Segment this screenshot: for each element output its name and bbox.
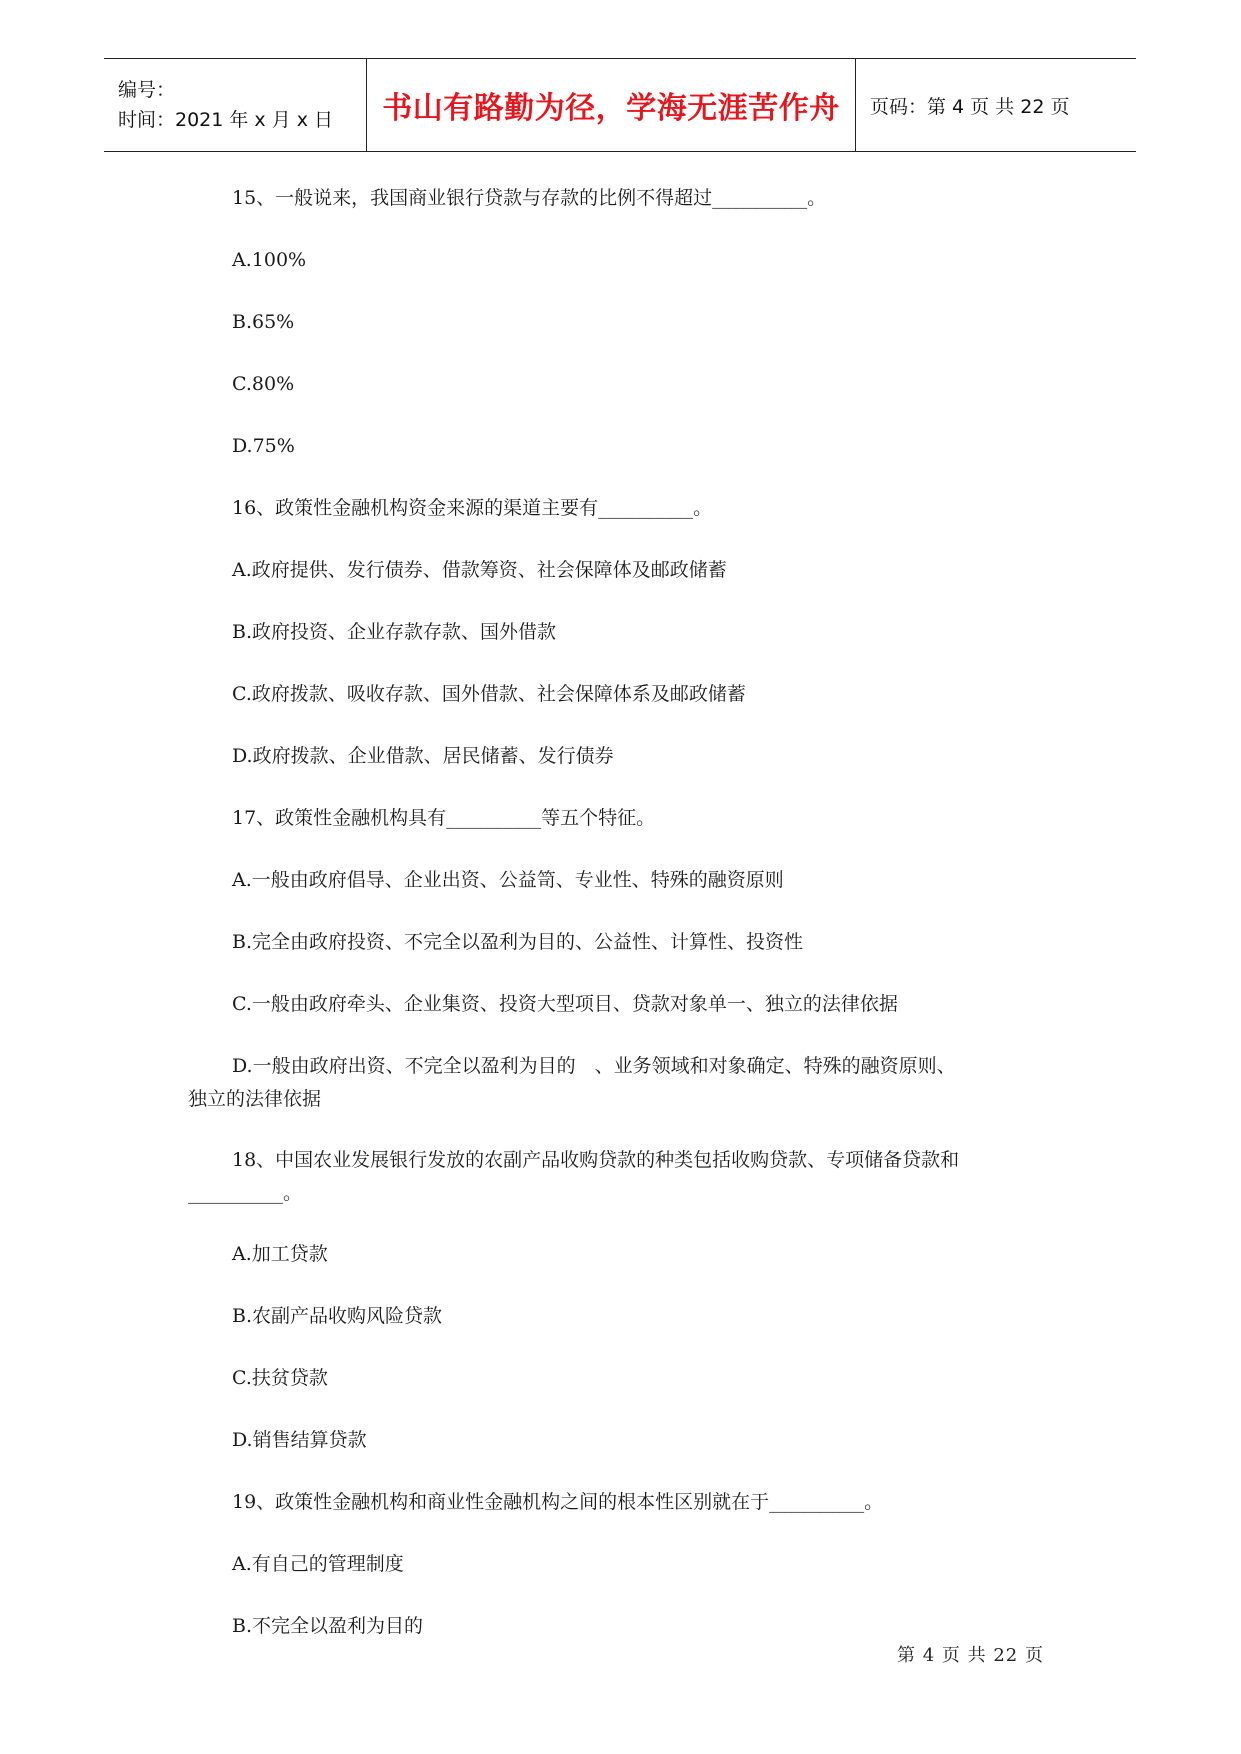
q17-option-d-continued: 独立的法律依据 xyxy=(188,1088,322,1110)
page-footer: 第 4 页 共 22 页 xyxy=(897,1645,1044,1666)
header-page-info: 页码：第 4 页 共 22 页 xyxy=(870,95,1070,118)
question-17: 17、政策性金融机构具有__________等五个特征。 xyxy=(232,807,656,829)
q17-option-c: C.一般由政府牵头、企业集资、投资大型项目、贷款对象单一、独立的法律依据 xyxy=(232,993,898,1015)
q15-option-a: A.100% xyxy=(232,249,307,271)
q17-option-d: D.一般由政府出资、不完全以盈利为目的 、业务领域和对象确定、特殊的融资原则、 xyxy=(232,1055,956,1077)
q17-option-a: A.一般由政府倡导、企业出资、公益笥、专业性、特殊的融资原则 xyxy=(232,869,784,891)
q17-option-b: B.完全由政府投资、不完全以盈利为目的、公益性、计算性、投资性 xyxy=(232,931,804,953)
question-19: 19、政策性金融机构和商业性金融机构之间的根本性区别就在于__________。 xyxy=(232,1491,884,1513)
q19-option-a: A.有自己的管理制度 xyxy=(232,1553,404,1575)
q19-option-b: B.不完全以盈利为目的 xyxy=(232,1615,424,1637)
header-meta-cell xyxy=(104,59,367,151)
q15-option-b: B.65% xyxy=(232,311,295,333)
q16-option-c: C.政府拨款、吸收存款、国外借款、社会保障体系及邮政储蓄 xyxy=(232,683,746,705)
question-15: 15、一般说来，我国商业银行贷款与存款的比例不得超过__________。 xyxy=(232,187,827,209)
q18-option-b: B.农副产品收购风险贷款 xyxy=(232,1305,443,1327)
motto-text: 书山有路勤为径，学海无涯苦作舟 xyxy=(382,91,840,126)
q18-option-c: C.扶贫贷款 xyxy=(232,1367,328,1389)
q16-option-d: D.政府拨款、企业借款、居民储蓄、发行债券 xyxy=(232,745,614,767)
document-time-label: 时间：2021 年 x 月 x 日 xyxy=(118,109,334,131)
document-header xyxy=(104,58,1136,152)
q16-option-a: A.政府提供、发行债券、借款筹资、社会保障体及邮政储蓄 xyxy=(232,559,727,581)
question-18-blank: __________。 xyxy=(188,1182,303,1204)
q18-option-d: D.销售结算贷款 xyxy=(232,1429,367,1451)
q16-option-b: B.政府投资、企业存款存款、国外借款 xyxy=(232,621,557,643)
question-18: 18、中国农业发展银行发放的农副产品收购贷款的种类包括收购贷款、专项储备贷款和 xyxy=(232,1149,960,1171)
q18-option-a: A.加工贷款 xyxy=(232,1243,328,1265)
document-number-label: 编号： xyxy=(118,79,176,101)
question-16: 16、政策性金融机构资金来源的渠道主要有__________。 xyxy=(232,497,713,519)
header-page-cell xyxy=(856,59,1136,151)
header-motto-cell xyxy=(367,59,856,151)
q15-option-c: C.80% xyxy=(232,373,295,395)
q15-option-d: D.75% xyxy=(232,435,295,457)
